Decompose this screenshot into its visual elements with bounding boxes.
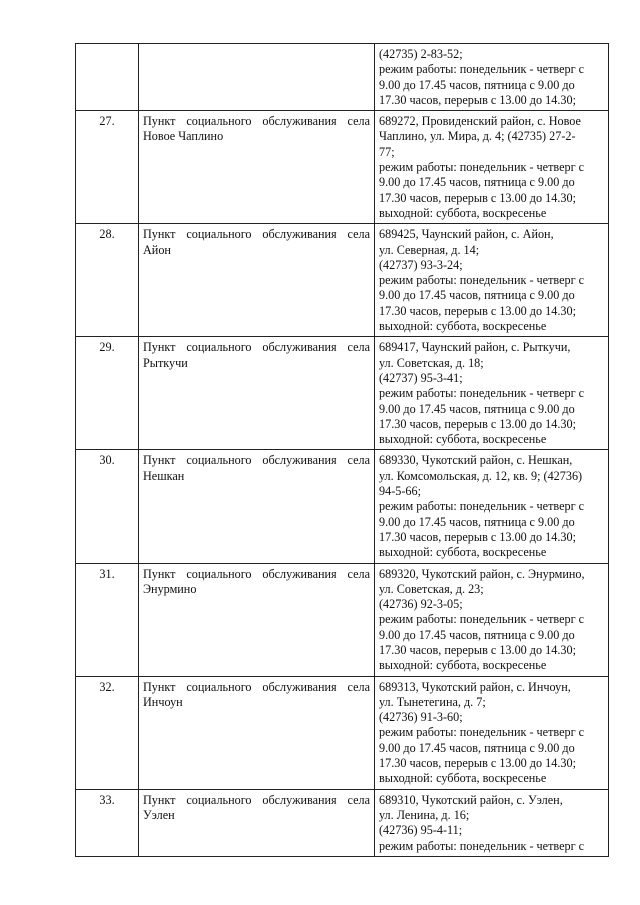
contact-line: 17.30 часов, перерыв с 13.00 до 14.30; — [379, 190, 576, 205]
row-number: 28. — [76, 224, 139, 337]
contact-line: ул. Ленина, д. 16; — [379, 807, 470, 822]
contact-line: 94-5-66; — [379, 484, 421, 499]
contact-line: выходной: суббота, воскресенье — [379, 545, 547, 560]
contact-line: 9.00 до 17.45 часов, пятница с 9.00 до — [379, 740, 575, 755]
table-row — [76, 44, 609, 111]
contact-line: 9.00 до 17.45 часов, пятница с 9.00 до — [379, 514, 575, 529]
contact-line: выходной: суббота, воскресенье — [379, 205, 547, 220]
contact-line: режим работы: понедельник - четверг с — [379, 612, 585, 627]
contact-line: (42736) 92-3-05; — [379, 597, 463, 612]
row-number: 33. — [76, 789, 139, 856]
table-row — [76, 224, 609, 337]
contact-line: ул. Комсомольская, д. 12, кв. 9; (42736) — [379, 468, 583, 483]
service-point-contacts — [375, 337, 609, 450]
contact-line: (42736) 91-3-60; — [379, 710, 463, 725]
table-row — [76, 337, 609, 450]
row-number: 32. — [76, 676, 139, 789]
contact-line: ул. Тынетегина, д. 7; — [379, 694, 486, 709]
service-point-name: Пункт социального обслуживания села Рыткучи — [139, 337, 375, 450]
service-point-contacts — [375, 789, 609, 856]
contact-line: (42737) 95-3-41; — [379, 370, 463, 385]
contact-line: 9.00 до 17.45 часов, пятница с 9.00 до — [379, 77, 575, 92]
contact-line: выходной: суббота, воскресенье — [379, 319, 547, 334]
contact-line: ул. Советская, д. 18; — [379, 355, 484, 370]
contact-line: выходной: суббота, воскресенье — [379, 658, 547, 673]
row-number — [76, 44, 139, 111]
table-row — [76, 450, 609, 563]
contact-line: 77; — [379, 144, 395, 159]
contact-line: 689417, Чаунский район, с. Рыткучи, — [379, 340, 571, 355]
contact-line: 17.30 часов, перерыв с 13.00 до 14.30; — [379, 416, 576, 431]
service-point-name: Пункт социального обслуживания села Нешкан — [139, 450, 375, 563]
table-row — [76, 563, 609, 676]
service-point-contacts — [375, 44, 609, 111]
service-point-name: Пункт социального обслуживания села Инчоун — [139, 676, 375, 789]
contact-line: 17.30 часов, перерыв с 13.00 до 14.30; — [379, 92, 576, 107]
contact-line: выходной: суббота, воскресенье — [379, 432, 547, 447]
contact-line: ул. Северная, д. 14; — [379, 242, 480, 257]
table-row — [76, 676, 609, 789]
contact-line: режим работы: понедельник - четверг с — [379, 499, 585, 514]
contact-line: 17.30 часов, перерыв с 13.00 до 14.30; — [379, 303, 576, 318]
contact-line: 689330, Чукотский район, с. Нешкан, — [379, 453, 573, 468]
service-point-name: Пункт социального обслуживания села Айон — [139, 224, 375, 337]
service-point-name: Пункт социального обслуживания села Новое Чаплино — [139, 111, 375, 224]
contact-line: режим работы: понедельник - четверг с — [379, 273, 585, 288]
contact-line: 17.30 часов, перерыв с 13.00 до 14.30; — [379, 642, 576, 657]
contact-line: режим работы: понедельник - четверг с — [379, 386, 585, 401]
contact-line: (42735) 2-83-52; — [379, 47, 463, 61]
contact-line: режим работы: понедельник - четверг с — [379, 62, 585, 77]
row-number: 29. — [76, 337, 139, 450]
row-number: 30. — [76, 450, 139, 563]
service-point-name — [139, 44, 375, 111]
contact-line: 17.30 часов, перерыв с 13.00 до 14.30; — [379, 756, 576, 771]
table-row — [76, 111, 609, 224]
contact-line: 689425, Чаунский район, с. Айон, — [379, 227, 554, 242]
contact-line: (42737) 93-3-24; — [379, 257, 463, 272]
contact-line: 689320, Чукотский район, с. Энурмино, — [379, 566, 585, 581]
service-point-contacts — [375, 224, 609, 337]
service-point-contacts — [375, 111, 609, 224]
service-point-name: Пункт социального обслуживания села Энурмино — [139, 563, 375, 676]
row-number: 27. — [76, 111, 139, 224]
contact-line: (42736) 95-4-11; — [379, 823, 463, 838]
contact-line: 689272, Провиденский район, с. Новое — [379, 114, 581, 129]
service-point-contacts — [375, 450, 609, 563]
contact-line: 9.00 до 17.45 часов, пятница с 9.00 до — [379, 401, 575, 416]
contact-line: 9.00 до 17.45 часов, пятница с 9.00 до — [379, 175, 575, 190]
contact-line: режим работы: понедельник - четверг с — [379, 838, 585, 853]
contact-line: выходной: суббота, воскресенье — [379, 771, 547, 786]
contact-line: 9.00 до 17.45 часов, пятница с 9.00 до — [379, 288, 575, 303]
contact-line: 689310, Чукотский район, с. Уэлен, — [379, 792, 563, 807]
contact-line: режим работы: понедельник - четверг с — [379, 160, 585, 175]
contact-line: 17.30 часов, перерыв с 13.00 до 14.30; — [379, 529, 576, 544]
contact-line: режим работы: понедельник - четверг с — [379, 725, 585, 740]
row-number: 31. — [76, 563, 139, 676]
social-service-points-table — [75, 43, 609, 857]
contact-line: 9.00 до 17.45 часов, пятница с 9.00 до — [379, 627, 575, 642]
contact-line: ул. Советская, д. 23; — [379, 581, 484, 596]
contact-line: Чаплино, ул. Мира, д. 4; (42735) 27-2- — [379, 129, 576, 144]
service-point-contacts — [375, 676, 609, 789]
service-point-contacts — [375, 563, 609, 676]
service-point-name: Пункт социального обслуживания села Уэлен — [139, 789, 375, 856]
contact-line: 689313, Чукотский район, с. Инчоун, — [379, 679, 571, 694]
table-row — [76, 789, 609, 856]
